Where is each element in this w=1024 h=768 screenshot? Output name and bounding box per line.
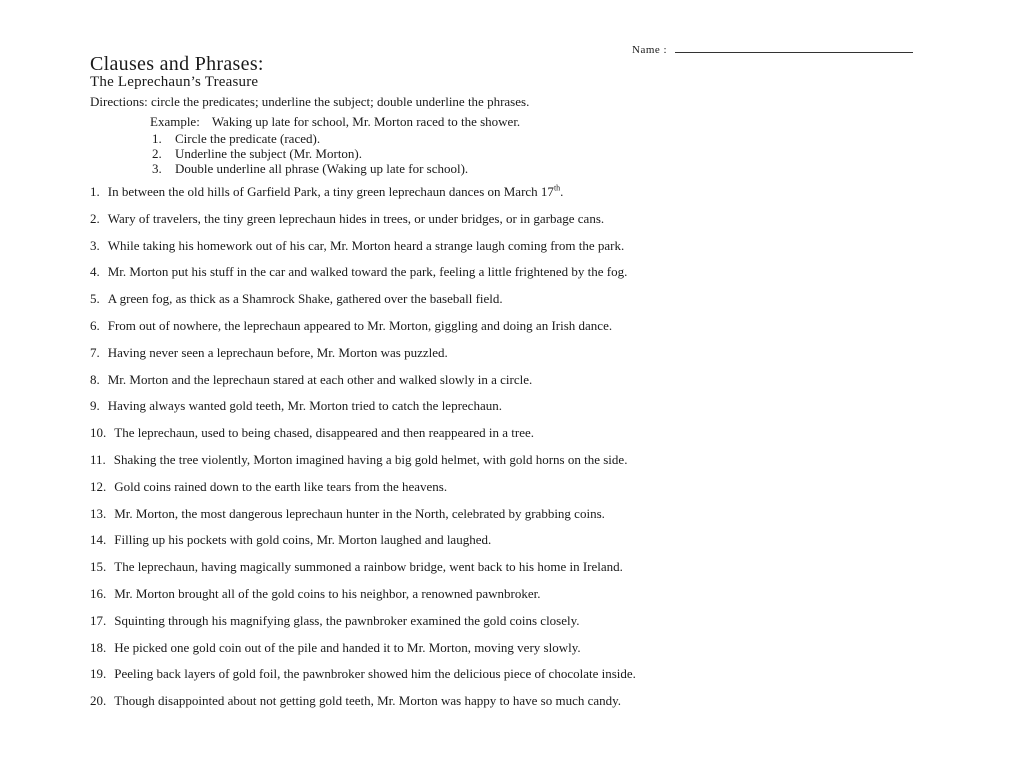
question-text: In between the old hills of Garfield Park, a tiny green leprechaun dances on March 17 xyxy=(107,184,554,199)
question-item xyxy=(90,238,636,265)
question-number: 12. xyxy=(90,478,107,494)
step-text: Double underline all phrase (Waking up late for school). xyxy=(175,161,469,176)
question-text: Shaking the tree violently, Morton imagined having a big gold helmet, with gold horns on the side. xyxy=(113,451,628,467)
question-number: 1. xyxy=(90,184,100,199)
step-text: Circle the predicate (raced). xyxy=(175,131,321,146)
question-number: 10. xyxy=(90,425,107,441)
question-number: 9. xyxy=(90,398,100,414)
question-text: A green fog, as thick as a Shamrock Shake, gathered over the baseball field. xyxy=(107,291,503,307)
question-text: The leprechaun, having magically summoned a rainbow bridge, went back to his home in Ireland. xyxy=(114,559,623,575)
question-text: Squinting through his magnifying glass, the pawnbroker examined the gold coins closely. xyxy=(114,612,580,628)
question-item xyxy=(90,452,636,479)
question-text: He picked one gold coin out of the pile and handed it to Mr. Morton, moving very slowly. xyxy=(114,639,581,655)
question-text: Mr. Morton brought all of the gold coins to his neighbor, a renowned pawnbroker. xyxy=(114,585,541,601)
example-step xyxy=(152,161,468,176)
question-text: Mr. Morton, the most dangerous leprechaun hunter in the North, celebrated by grabbing coins. xyxy=(114,505,605,521)
question-item xyxy=(90,291,636,318)
question-text: Wary of travelers, the tiny green leprechaun hides in trees, or under bridges, or in garbage cans. xyxy=(107,210,605,226)
question-item xyxy=(90,693,636,720)
name-label: Name : xyxy=(632,44,668,56)
question-item xyxy=(90,211,636,238)
example-step xyxy=(152,146,468,161)
question-item xyxy=(90,264,636,291)
question-superscript: th xyxy=(553,183,561,193)
worksheet-title: Clauses and Phrases: xyxy=(90,53,264,75)
question-list xyxy=(90,184,636,720)
question-text: Mr. Morton put his stuff in the car and walked toward the park, feeling a little frightened by the fog. xyxy=(107,264,628,280)
question-number: 18. xyxy=(90,639,107,655)
question-number: 19. xyxy=(90,666,107,682)
question-text: The leprechaun, used to being chased, disappeared and then reappeared in a tree. xyxy=(114,425,535,441)
question-number: 16. xyxy=(90,585,107,601)
example-steps xyxy=(152,131,468,176)
directions: Directions: circle the predicates; underline the subject; double underline the phrases. xyxy=(90,94,530,109)
question-text: While taking his homework out of his car, Mr. Morton heard a strange laugh coming from the park. xyxy=(107,237,625,253)
question-text: From out of nowhere, the leprechaun appeared to Mr. Morton, giggling and doing an Irish dance. xyxy=(107,317,613,333)
question-item xyxy=(90,318,636,345)
question-number: 11. xyxy=(90,451,106,467)
worksheet-subtitle: The Leprechaun’s Treasure xyxy=(90,74,259,90)
question-text: Peeling back layers of gold foil, the pawnbroker showed him the delicious piece of chocolate inside. xyxy=(114,666,636,682)
example-label: Example: xyxy=(150,114,200,129)
question-item xyxy=(90,559,636,586)
question-number: 7. xyxy=(90,344,100,360)
step-number: 2. xyxy=(152,146,162,161)
question-item xyxy=(90,613,636,640)
question-text: Having always wanted gold teeth, Mr. Morton tried to catch the leprechaun. xyxy=(107,398,502,414)
question-number: 14. xyxy=(90,532,107,548)
example-line xyxy=(150,114,520,130)
question-number: 15. xyxy=(90,559,107,575)
question-item xyxy=(90,586,636,613)
question-item xyxy=(90,532,636,559)
question-item xyxy=(90,506,636,533)
question-item xyxy=(90,640,636,667)
name-blank-line xyxy=(675,42,913,53)
example-sentence: Waking up late for school, Mr. Morton raced to the shower. xyxy=(211,114,521,129)
question-item xyxy=(90,398,636,425)
question-number: 3. xyxy=(90,237,100,253)
question-text: Mr. Morton and the leprechaun stared at each other and walked slowly in a circle. xyxy=(107,371,533,387)
name-field xyxy=(632,42,913,56)
question-item xyxy=(90,425,636,452)
step-number: 3. xyxy=(152,161,162,176)
question-text: Gold coins rained down to the earth like tears from the heavens. xyxy=(114,478,448,494)
question-text: Filling up his pockets with gold coins, Mr. Morton laughed and laughed. xyxy=(114,532,492,548)
question-item xyxy=(90,479,636,506)
question-text: Having never seen a leprechaun before, Mr. Morton was puzzled. xyxy=(107,344,448,360)
question-item xyxy=(90,345,636,372)
question-text: Though disappointed about not getting gold teeth, Mr. Morton was happy to have so much candy. xyxy=(114,693,622,709)
question-number: 20. xyxy=(90,693,107,709)
step-text: Underline the subject (Mr. Morton). xyxy=(175,146,363,161)
question-item xyxy=(90,666,636,693)
question-number: 8. xyxy=(90,371,100,387)
question-text-end: . xyxy=(560,184,564,199)
question-number: 17. xyxy=(90,612,107,628)
question-item xyxy=(90,372,636,399)
question-number: 6. xyxy=(90,317,100,333)
question-number: 5. xyxy=(90,291,100,307)
question-number: 13. xyxy=(90,505,107,521)
step-number: 1. xyxy=(152,131,162,146)
question-item xyxy=(90,184,636,211)
question-number: 4. xyxy=(90,264,100,280)
question-number: 2. xyxy=(90,210,100,226)
example-step xyxy=(152,131,468,146)
